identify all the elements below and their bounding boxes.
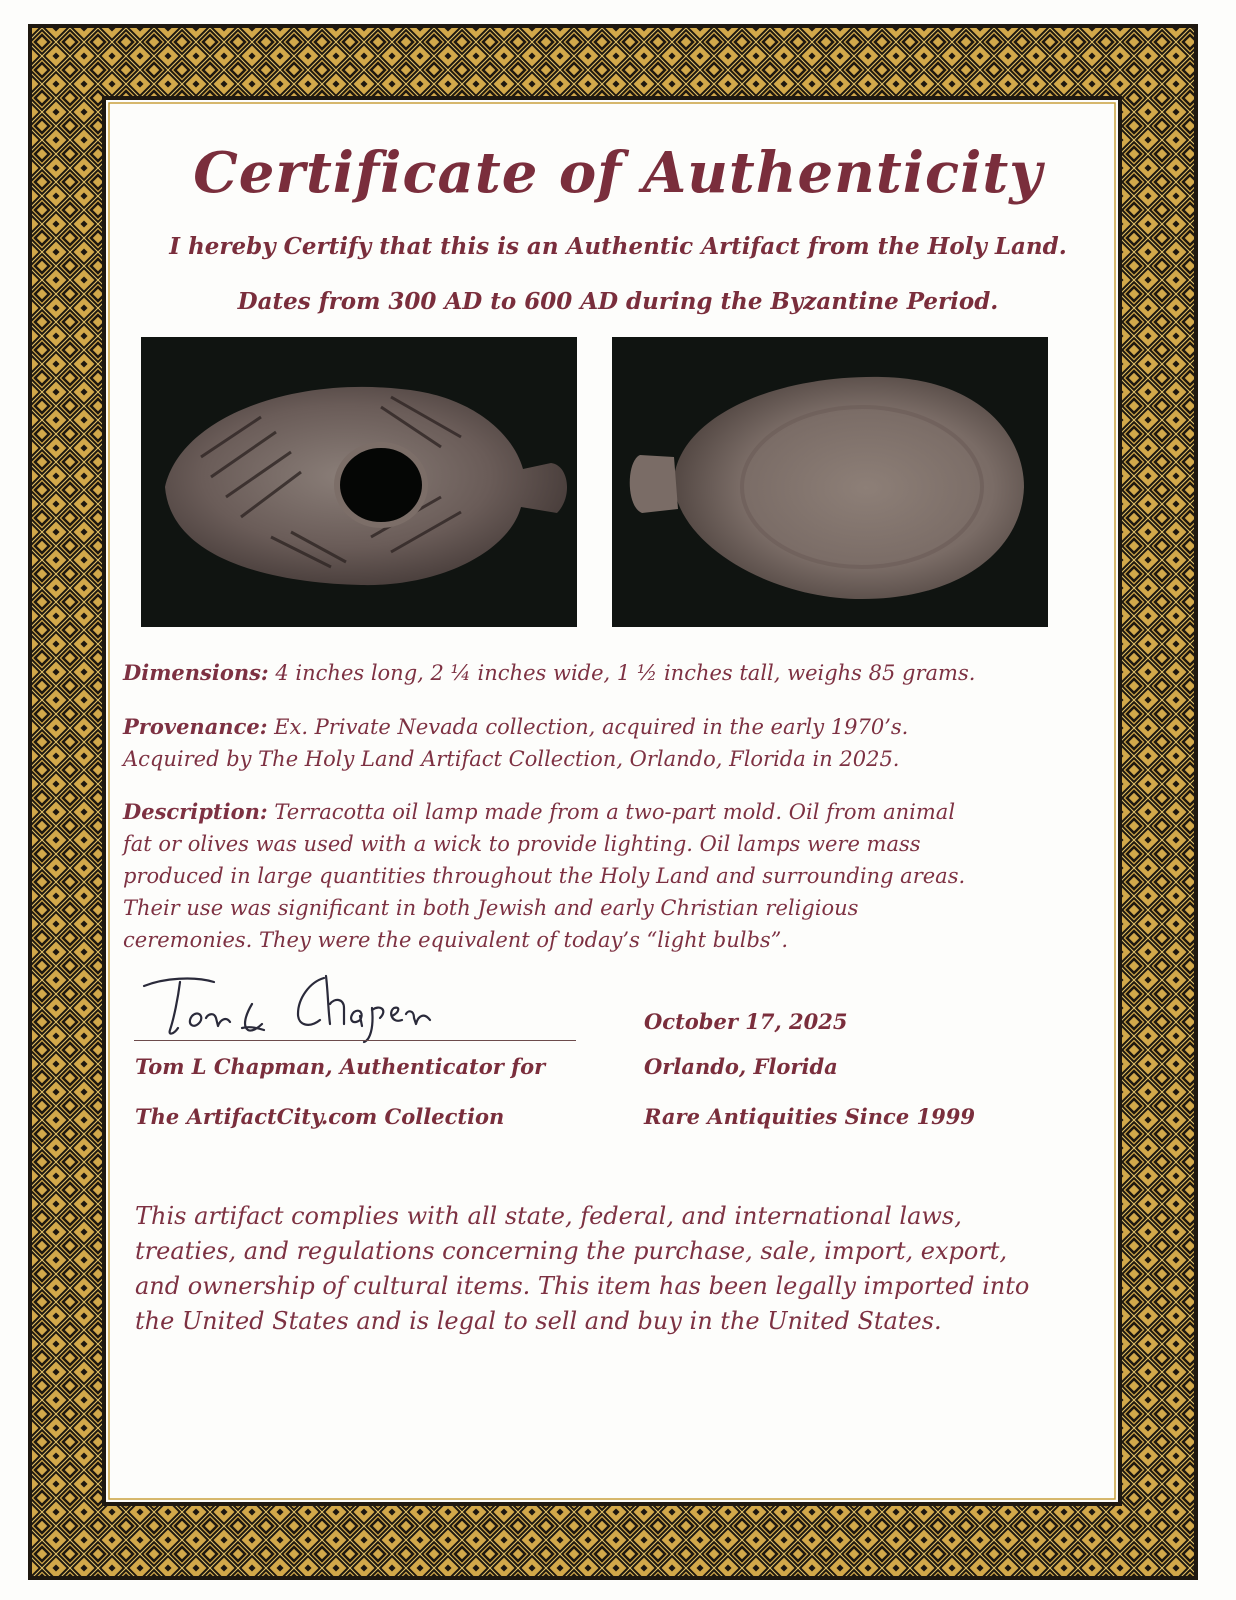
description-label: Description:: [123, 799, 268, 824]
oil-lamp-top-photo: [141, 337, 577, 627]
legal-line-2: treaties, and regulations concerning the purchase, sale, import, export,: [135, 1237, 1008, 1265]
date-range-statement: Dates from 300 AD to 600 AD during the Byzantine Period.: [237, 288, 999, 315]
collection-name: The ArtifactCity.com Collection: [135, 1104, 505, 1129]
description-line-5: ceremonies. They were the equivalent of today’s “light bulbs”.: [123, 928, 789, 952]
oil-lamp-bottom-photo: [612, 337, 1048, 627]
certificate-date: October 17, 2025: [644, 1009, 848, 1034]
description-line-4: Their use was significant in both Jewish and early Christian religious: [123, 896, 859, 920]
dimensions-label: Dimensions:: [123, 660, 269, 685]
handwritten-signature: [134, 968, 434, 1048]
provenance-block: [123, 711, 908, 775]
provenance-line-1: Ex. Private Nevada collection, acquired in the early 1970’s.: [274, 715, 909, 739]
description-line-3: produced in large quantities throughout the Holy Land and surrounding areas.: [123, 864, 966, 888]
provenance-label: Provenance:: [123, 714, 268, 739]
legal-disclaimer: [135, 1199, 1029, 1339]
description-block: [123, 796, 965, 956]
legal-line-4: the United States and is legal to sell and buy in the United States.: [135, 1307, 942, 1335]
certify-statement: I hereby Certify that this is an Authentic Artifact from the Holy Land.: [169, 233, 1067, 260]
legal-line-1: This artifact complies with all state, federal, and international laws,: [135, 1202, 962, 1230]
description-line-2: fat or olives was used with a wick to provide lighting. Oil lamps were mass: [123, 832, 921, 856]
company-tagline: Rare Antiquities Since 1999: [644, 1104, 975, 1129]
certificate-title: Certificate of Authenticity: [193, 140, 1043, 206]
provenance-line-2: Acquired by The Holy Land Artifact Collection, Orlando, Florida in 2025.: [123, 747, 900, 771]
dimensions-line: [123, 657, 975, 689]
dimensions-text: 4 inches long, 2 ¼ inches wide, 1 ½ inches tall, weighs 85 grams.: [275, 661, 976, 685]
certificate-location: Orlando, Florida: [644, 1054, 838, 1079]
authenticator-name: Tom L Chapman, Authenticator for: [135, 1054, 546, 1079]
description-line-1: Terracotta oil lamp made from a two-part mold. Oil from animal: [274, 800, 956, 824]
signature-line: [134, 1040, 576, 1041]
legal-line-3: and ownership of cultural items. This item has been legally imported into: [135, 1272, 1030, 1300]
